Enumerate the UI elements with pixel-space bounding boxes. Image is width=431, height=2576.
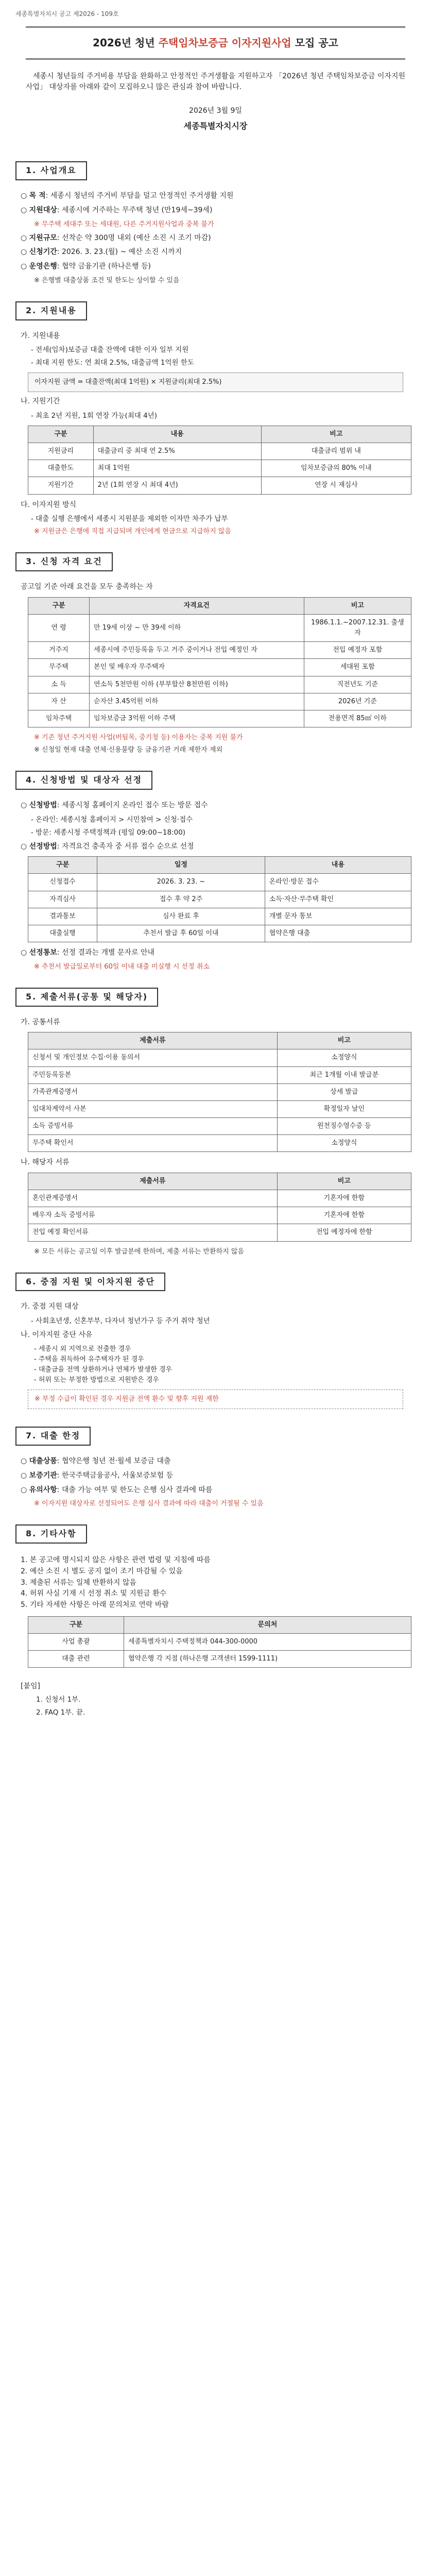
- table-row: [28, 1650, 411, 1667]
- table-header: 구분: [28, 597, 90, 614]
- table-cell: 2026년 기준: [304, 693, 411, 710]
- table-cell: 임차보증금의 80% 이내: [261, 460, 411, 477]
- support-detail-1: - 전세(임차)보증금 대출 잔액에 대한 이자 일부 지원: [31, 346, 189, 354]
- focus-title-2: 나. 이자지원 중단 사유: [21, 1331, 93, 1340]
- attachments-title: [붙임]: [21, 1682, 40, 1691]
- overview-purpose: ○ 목 적: 세종시 청년의 주거비 부담을 덜고 안정적인 주거생활 지원: [21, 192, 234, 200]
- table-header: 일정: [97, 857, 265, 874]
- loan-caution: ○ 유의사항: 대출 가능 여부 및 한도는 은행 심사 결과에 따름: [21, 1485, 213, 1494]
- list-item: 1. 본 공고에 명시되지 않은 사항은 관련 법령 및 지침에 따름: [21, 1556, 211, 1565]
- table-cell: 무주택 확인서: [28, 1135, 278, 1152]
- list-item: 2. 예산 소진 시 별도 공지 없이 조기 마감될 수 있음: [21, 1567, 183, 1575]
- section-heading-focus: 6. 중점 지원 및 이차지원 중단: [15, 1273, 165, 1292]
- table-cell: 전입 예정자에 한함: [277, 1224, 411, 1241]
- table-cell: 2년 (1회 연장 시 최대 4년): [93, 477, 261, 494]
- loan-caution-note: ※ 이자지원 대상자로 선정되어도 은행 심사 결과에 따라 대출이 거절될 수 있음: [34, 1500, 264, 1508]
- page-title: [31, 35, 400, 51]
- table-cell: 본인 및 배우자 무주택자: [90, 659, 304, 676]
- docs-common-title: 가. 공통서류: [21, 1018, 60, 1026]
- table-cell: 최근 1개월 이내 발급분: [277, 1066, 411, 1083]
- table-cell: 확정일자 날인: [277, 1100, 411, 1117]
- table-row: [28, 1135, 411, 1152]
- table-header: 내용: [265, 857, 411, 874]
- table-cell: 직전년도 기준: [304, 676, 411, 693]
- table-cell: 신청서 및 개인정보 수집·이용 동의서: [28, 1049, 278, 1066]
- list-item: 3. 제출된 서류는 일체 반환하지 않음: [21, 1578, 136, 1587]
- table-cell: 개별 문자 통보: [265, 908, 411, 925]
- support-subtitle-2: 나. 지원기간: [21, 397, 60, 406]
- table-cell: 세종시에 주민등록을 두고 거주 중이거나 전입 예정인 자: [90, 642, 304, 659]
- table-cell: 대출한도: [28, 460, 94, 477]
- overview-bank-note: ※ 은행별 대출상품 조건 및 한도는 상이할 수 있음: [34, 276, 180, 284]
- table-cell: 순자산 3.45억원 이하: [90, 693, 304, 710]
- table-cell: 1986.1.1.~2007.12.31. 출생자: [304, 614, 411, 641]
- section-heading-loan: 7. 대출 한정: [15, 1427, 91, 1446]
- support-detail-2: - 최대 지원 한도: 연 최대 2.5%, 대출금액 1억원 한도: [31, 359, 194, 367]
- table-cell: 추천서 발급 후 60일 이내: [97, 925, 265, 942]
- table-cell: 원천징수영수증 등: [277, 1117, 411, 1134]
- table-cell: 소 득: [28, 676, 90, 693]
- docs-note: ※ 모든 서류는 공고일 이후 발급분에 한하며, 제출 서류는 반환하지 않음: [34, 1247, 244, 1256]
- support-method-detail: - 대출 실행 은행에서 세종시 지원분을 제외한 이자만 차주가 납부: [31, 515, 228, 523]
- table-header: 비고: [304, 597, 411, 614]
- table-cell: 상세 발급: [277, 1083, 411, 1100]
- docs-extra-table: [28, 1173, 411, 1242]
- table-cell: 전입 예정 확인서류: [28, 1224, 278, 1241]
- table-header: 제출서류: [28, 1032, 278, 1049]
- section-heading-overview: 1. 사업개요: [15, 161, 87, 180]
- eligibility-table: [28, 597, 411, 727]
- section-heading-documents: 5. 제출서류(공통 및 해당자): [15, 988, 158, 1007]
- support-formula: 이자지원 금액 = 대출잔액(최대 1억원) × 지원금리(최대 2.5%): [28, 372, 403, 392]
- table-cell: 연장 시 재심사: [261, 477, 411, 494]
- intro-paragraph: 세종시 청년들의 주거비용 부담을 완화하고 안정적인 주거생활을 지원하고자 「2026년 청년 주택임차보증금 이자지원사업」 대상자를 아래와 같이 모집하오니 많은 관심과 참여 바랍니다.: [26, 72, 405, 92]
- focus-warning: ※ 부정 수급이 확인된 경우 지원금 전액 환수 및 향후 지원 제한: [28, 1389, 403, 1409]
- apply-method: ○ 신청방법: 세종시청 홈페이지 온라인 접수 또는 방문 접수: [21, 801, 208, 810]
- table-row: [28, 443, 411, 460]
- docs-extra-title: 나. 해당자 서류: [21, 1158, 70, 1167]
- list-item: 1. 신청서 1부.: [36, 1695, 81, 1704]
- focus-title-1: 가. 중점 지원 대상: [21, 1302, 79, 1311]
- table-cell: 세종특별자치시 주택정책과 044-300-0000: [124, 1633, 411, 1650]
- issuer: 세종특별자치시장: [183, 121, 248, 131]
- table-cell: 2026. 3. 23. ~: [97, 874, 265, 891]
- table-row: [28, 908, 411, 925]
- attachments: [21, 1681, 416, 1718]
- apply-notification-note: ※ 추천서 발급일로부터 60일 이내 대출 미실행 시 선정 취소: [34, 962, 210, 971]
- table-row: [28, 676, 411, 693]
- title-post: 모집 공고: [291, 36, 338, 49]
- apply-notification: ○ 선정통보: 선정 결과는 개별 문자로 안내: [21, 948, 155, 957]
- table-row: [28, 874, 411, 891]
- table-cell: 가족관계증명서: [28, 1083, 278, 1100]
- table-header: 제출서류: [28, 1173, 278, 1190]
- overview-target: ○ 지원대상: 세종시에 거주하는 무주택 청년 (만19세~39세): [21, 206, 213, 214]
- table-cell: 소득·자산·무주택 확인: [265, 891, 411, 908]
- table-cell: 온라인·방문 접수: [265, 874, 411, 891]
- table-cell: 임차주택: [28, 710, 90, 727]
- table-header: 내용: [93, 426, 261, 443]
- section-heading-eligibility: 3. 신청 자격 요건: [15, 552, 113, 571]
- table-cell: 소득 증빙서류: [28, 1117, 278, 1134]
- table-cell: 임차보증금 3억원 이하 주택: [90, 710, 304, 727]
- table-row: [28, 1083, 411, 1100]
- list-item: - 대출금을 전액 상환하거나 연체가 발생한 경우: [34, 1366, 173, 1374]
- support-method-note: ※ 지원금은 은행에 직접 지급되며 개인에게 현금으로 지급하지 않음: [34, 528, 232, 536]
- etc-list: [21, 1555, 416, 1611]
- table-cell: 전용면적 85㎡ 이하: [304, 710, 411, 727]
- table-row: [28, 1066, 411, 1083]
- table-cell: 대출금리 중 최대 연 2.5%: [93, 443, 261, 460]
- apply-schedule-table: [28, 856, 411, 942]
- table-cell: 최대 1억원: [93, 460, 261, 477]
- notice-number: 세종특별자치시 공고 제2026 - 109호: [15, 10, 119, 18]
- table-cell: 결과통보: [28, 908, 97, 925]
- table-row: [28, 1633, 411, 1650]
- table-cell: 주민등록등본: [28, 1066, 278, 1083]
- table-cell: 지원기간: [28, 477, 94, 494]
- section-heading-support: 2. 지원내용: [15, 301, 87, 320]
- table-row: [28, 710, 411, 727]
- table-row: [28, 1207, 411, 1224]
- table-cell: 기혼자에 한함: [277, 1190, 411, 1207]
- list-item: - 주택을 취득하여 유주택자가 된 경우: [34, 1355, 144, 1363]
- list-item: - 허위 또는 부정한 방법으로 지원받은 경우: [34, 1376, 159, 1384]
- docs-common-table: [28, 1032, 411, 1152]
- overview-target-note: ※ 무주택 세대주 또는 세대원, 다른 주거지원사업과 중복 불가: [34, 220, 214, 228]
- table-header: 비고: [277, 1173, 411, 1190]
- overview-scale: ○ 지원규모: 선착순 약 300명 내외 (예산 소진 시 조기 마감): [21, 233, 211, 242]
- table-cell: 연소득 5천만원 이하 (부부합산 8천만원 이하): [90, 676, 304, 693]
- eligibility-note-2: ※ 신청일 현재 대출 연체·신용불량 등 금융기관 거래 제한자 제외: [34, 746, 223, 754]
- table-header: 구분: [28, 857, 97, 874]
- table-cell: 심사 완료 후: [97, 908, 265, 925]
- title-pre: 2026년 청년: [93, 36, 159, 49]
- table-cell: 연 령: [28, 614, 90, 641]
- list-item: 4. 허위 사실 기재 시 선정 취소 및 지원금 환수: [21, 1589, 167, 1598]
- table-cell: 배우자 소득 증빙서류: [28, 1207, 278, 1224]
- notice-date: 2026년 3월 9일: [189, 106, 242, 115]
- table-header: 구분: [28, 426, 94, 443]
- table-row: [28, 1049, 411, 1066]
- table-cell: 혼인관계증명서: [28, 1190, 278, 1207]
- focus-target: - 사회초년생, 신혼부부, 다자녀 청년가구 등 주거 취약 청년: [31, 1317, 210, 1326]
- support-subtitle-3: 다. 이자지원 방식: [21, 500, 77, 509]
- eligibility-note-1: ※ 기존 청년 주거지원 사업(버팀목, 중기청 등) 이용자는 중복 지원 불가: [34, 733, 243, 741]
- title-box: [26, 26, 405, 60]
- table-cell: 협약은행 대출: [265, 925, 411, 942]
- overview-period: ○ 신청기간: 2026. 3. 23.(월) ~ 예산 소진 시까지: [21, 248, 182, 257]
- eligibility-lead: 공고일 기준 아래 요건을 모두 충족하는 자: [21, 583, 153, 591]
- support-subtitle-1: 가. 지원내용: [21, 331, 60, 340]
- table-cell: 자격심사: [28, 891, 97, 908]
- table-row: [28, 460, 411, 477]
- section-heading-apply: 4. 신청방법 및 대상자 선정: [15, 771, 152, 790]
- loan-guarantor: ○ 보증기관: 한국주택금융공사, 서울보증보험 등: [21, 1471, 174, 1480]
- list-item: - 세종시 외 지역으로 전출한 경우: [34, 1345, 131, 1353]
- table-header: 비고: [261, 426, 411, 443]
- table-cell: 소정양식: [277, 1049, 411, 1066]
- table-header: 자격요건: [90, 597, 304, 614]
- table-cell: 사업 총괄: [28, 1633, 124, 1650]
- apply-visit: - 방문: 세종시청 주택정책과 (평일 09:00~18:00): [31, 828, 186, 837]
- support-table: [28, 426, 411, 495]
- table-cell: 대출금리 범위 내: [261, 443, 411, 460]
- table-row: [28, 642, 411, 659]
- table-cell: 협약은행 각 지점 (하나은행 고객센터 1599-1111): [124, 1650, 411, 1667]
- table-cell: 기혼자에 한함: [277, 1207, 411, 1224]
- table-cell: 자 산: [28, 693, 90, 710]
- table-row: [28, 1117, 411, 1134]
- table-cell: 대출 관련: [28, 1650, 124, 1667]
- table-cell: 무주택: [28, 659, 90, 676]
- table-row: [28, 1190, 411, 1207]
- stop-reason-list: [34, 1344, 416, 1386]
- table-cell: 거주지: [28, 642, 90, 659]
- overview-bank: ○ 운영은행: 협약 금융기관 (하나은행 등): [21, 262, 151, 271]
- table-row: [28, 925, 411, 942]
- table-row: [28, 659, 411, 676]
- loan-product: ○ 대출상품: 협약은행 청년 전·월세 보증금 대출: [21, 1457, 171, 1466]
- apply-selection: ○ 선정방법: 자격요건 충족자 중 서류 접수 순으로 선정: [21, 842, 194, 851]
- table-row: [28, 614, 411, 641]
- table-header: 비고: [277, 1032, 411, 1049]
- title-highlight: 주택임차보증금 이자지원사업: [158, 36, 291, 49]
- table-cell: 전입 예정자 포함: [304, 642, 411, 659]
- table-cell: 접수 후 약 2주: [97, 891, 265, 908]
- support-period-detail: - 최초 2년 지원, 1회 연장 가능(최대 4년): [31, 412, 158, 420]
- table-cell: 만 19세 이상 ~ 만 39세 이하: [90, 614, 304, 641]
- table-cell: 소정양식: [277, 1135, 411, 1152]
- table-cell: 신청접수: [28, 874, 97, 891]
- table-row: [28, 477, 411, 494]
- table-row: [28, 1224, 411, 1241]
- table-row: [28, 891, 411, 908]
- table-cell: 세대원 포함: [304, 659, 411, 676]
- list-item: 5. 기타 자세한 사항은 아래 문의처로 연락 바람: [21, 1601, 169, 1609]
- apply-online: - 온라인: 세종시청 홈페이지 > 시민참여 > 신청·접수: [31, 815, 193, 824]
- contact-table: [28, 1616, 411, 1668]
- table-cell: 지원금리: [28, 443, 94, 460]
- table-header: 문의처: [124, 1616, 411, 1633]
- list-item: 2. FAQ 1부. 끝.: [36, 1708, 85, 1717]
- table-row: [28, 693, 411, 710]
- table-header: 구분: [28, 1616, 124, 1633]
- table-cell: 대출실행: [28, 925, 97, 942]
- table-cell: 임대차계약서 사본: [28, 1100, 278, 1117]
- section-heading-etc: 8. 기타사항: [15, 1524, 87, 1544]
- table-row: [28, 1100, 411, 1117]
